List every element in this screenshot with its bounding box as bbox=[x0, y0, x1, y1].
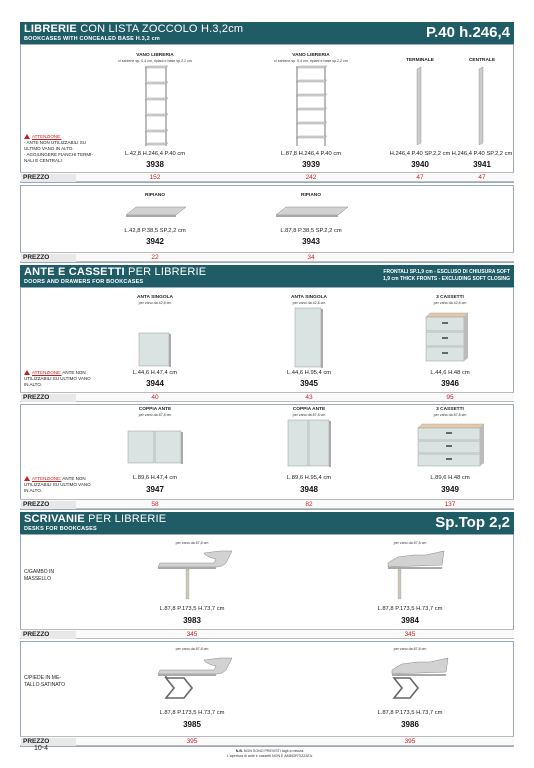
item-3938-code: 3938 bbox=[146, 160, 164, 169]
item-3940-dims: H.246,4 P.40 SP.2,2 cm bbox=[389, 151, 451, 157]
double-door-short-image bbox=[128, 431, 184, 465]
item-3947-code: 3947 bbox=[146, 485, 164, 494]
price-label: PREZZO bbox=[21, 631, 76, 639]
item-3949-dims: L.89,6 H.48 cm bbox=[430, 475, 470, 481]
item-3938-subtitle: c/ schiene sp. 0,4 cm, ripiani e base sp.2,2 cm bbox=[118, 59, 192, 63]
ante-warning-note-2: ATTENZIONE: ANTE NON UTILIZZABILI SU ULTIMO VANO IN ALTO. bbox=[24, 476, 91, 493]
item-3944-title: ANTA SINGOLA bbox=[137, 295, 173, 300]
scrivanie-row1-label: C/GAMBO IN MASSELLO bbox=[24, 569, 55, 582]
item-3941-code: 3941 bbox=[473, 160, 491, 169]
item-3948-dims: L.89,6 H.95,4 cm bbox=[286, 475, 332, 481]
price-3941: 47 bbox=[478, 174, 486, 181]
scrivanie-row2-price-row bbox=[20, 736, 514, 746]
price-3949: 137 bbox=[444, 501, 456, 508]
terminal-panel-image bbox=[415, 67, 425, 145]
ante-row2-price-row bbox=[20, 499, 514, 509]
price-3948: 82 bbox=[305, 501, 313, 508]
item-3984-subtitle: per vano da 87,8 cm bbox=[393, 541, 427, 545]
single-door-tall-image bbox=[295, 308, 323, 368]
item-3984-code: 3984 bbox=[401, 616, 419, 625]
librerie-subtitle: BOOKCASES WITH CONCEALED BASE H.3,2 cm bbox=[24, 36, 160, 42]
item-3984-dims: L.87,8 P.173,5 H.73,7 cm bbox=[377, 606, 443, 612]
item-3949-title: 3 CASSETTI bbox=[436, 407, 464, 412]
price-3983: 345 bbox=[186, 631, 198, 638]
item-3944-code: 3944 bbox=[146, 379, 164, 388]
desk-metal-foot-right-image bbox=[388, 656, 450, 708]
price-3939: 242 bbox=[305, 174, 317, 181]
item-3985-dims: L.87,8 P.173,5 H.73,7 cm bbox=[159, 710, 225, 716]
item-3945-subtitle: per vano da 42,8 cm bbox=[292, 301, 326, 305]
item-3983-dims: L.87,8 P.173,5 H.73,7 cm bbox=[159, 606, 225, 612]
ripiani-price-row bbox=[20, 252, 514, 262]
item-3949-subtitle: per vano da 87,8 cm bbox=[433, 413, 467, 417]
scrivanie-header bbox=[20, 512, 514, 534]
page-number: 10-4 bbox=[34, 745, 49, 752]
item-3947-title: COPPIA ANTE bbox=[138, 407, 172, 412]
item-3939-dims: L.87,8 H.246,4 P.40 cm bbox=[280, 151, 342, 157]
item-3985-code: 3985 bbox=[183, 720, 201, 729]
item-3943-dims: L.87,8 P.38,5 SP.2,2 cm bbox=[280, 228, 342, 234]
price-3946: 95 bbox=[446, 394, 454, 401]
price-label: PREZZO bbox=[21, 254, 76, 262]
item-3947-subtitle: per vano da 87,8 cm bbox=[138, 413, 172, 417]
item-3948-subtitle: per vano da 87,8 cm bbox=[292, 413, 326, 417]
shelf-narrow-image bbox=[126, 205, 186, 217]
item-3942-dims: L.42,8 P.38,5 SP.2,2 cm bbox=[124, 228, 186, 234]
price-3938: 152 bbox=[149, 174, 161, 181]
desk-wood-leg-right-image bbox=[384, 549, 446, 601]
item-3946-code: 3946 bbox=[441, 379, 459, 388]
item-3943-title: RIPIANO bbox=[301, 193, 321, 198]
ante-header bbox=[20, 265, 514, 287]
item-3940-title: TERMINALE bbox=[406, 58, 434, 63]
item-3986-subtitle: per vano da 87,8 cm bbox=[393, 647, 427, 651]
item-3944-subtitle: per vano da 42,8 cm bbox=[138, 301, 172, 305]
footer-note: N.B. NON SONO PREVISTI tagli a misura. L'apertura di ante e cassetti NON È AMMORTIZZATA. bbox=[227, 749, 313, 758]
librerie-depth-height: P.40 h.246,4 bbox=[426, 24, 510, 41]
item-3947-dims: L.89,6 H.47,4 cm bbox=[132, 475, 178, 481]
item-3943-code: 3943 bbox=[302, 237, 320, 246]
price-3947: 58 bbox=[151, 501, 159, 508]
item-3946-dims: L.44,6 H.48 cm bbox=[430, 370, 470, 376]
item-3941-dims: H.246,4 P.40 SP.2,2 cm bbox=[451, 151, 513, 157]
warning-icon bbox=[24, 476, 30, 481]
item-3948-title: COPPIA ANTE bbox=[292, 407, 326, 412]
ante-title: ANTE E CASSETTI PER LIBRERIE bbox=[24, 266, 207, 278]
price-3984: 345 bbox=[404, 631, 416, 638]
item-3946-subtitle: per vano da 42,8 cm bbox=[433, 301, 467, 305]
item-3942-code: 3942 bbox=[146, 237, 164, 246]
price-3985: 395 bbox=[186, 738, 198, 745]
item-3945-title: ANTA SINGOLA bbox=[291, 295, 327, 300]
item-3939-code: 3939 bbox=[302, 160, 320, 169]
price-3940: 47 bbox=[416, 174, 424, 181]
item-3945-code: 3945 bbox=[300, 379, 318, 388]
scrivanie-row1-price-row bbox=[20, 629, 514, 639]
item-3946-title: 3 CASSETTI bbox=[436, 295, 464, 300]
item-3938-dims: L.42,8 H.246,4 P.40 cm bbox=[124, 151, 186, 157]
item-3945-dims: L.44,6 H.95,4 cm bbox=[286, 370, 332, 376]
price-3944: 40 bbox=[151, 394, 159, 401]
item-3985-subtitle: per vano da 87,8 cm bbox=[175, 647, 209, 651]
librerie-price-row bbox=[20, 172, 514, 182]
desk-wood-leg-left-image bbox=[156, 549, 236, 601]
item-3941-title: CENTRALE bbox=[468, 58, 496, 63]
scrivanie-top-thickness: Sp.Top 2,2 bbox=[435, 514, 510, 531]
price-label: PREZZO bbox=[21, 738, 76, 746]
item-3948-code: 3948 bbox=[300, 485, 318, 494]
price-label: PREZZO bbox=[21, 501, 76, 509]
price-3943: 34 bbox=[307, 254, 315, 261]
item-3983-subtitle: per vano da 87,8 cm bbox=[175, 541, 209, 545]
single-door-short-image bbox=[139, 333, 171, 367]
item-3938-title: VANO LIBRERIA bbox=[136, 53, 174, 58]
item-3939-subtitle: c/ schiene sp. 0,4 cm, ripiani e base sp.2,2 cm bbox=[274, 59, 348, 63]
price-3942: 22 bbox=[151, 254, 159, 261]
price-3945: 43 bbox=[305, 394, 313, 401]
item-3944-dims: L.44,6 H.47,4 cm bbox=[132, 370, 178, 376]
scrivanie-subtitle: DESKS FOR BOOKCASES bbox=[24, 526, 97, 532]
desk-metal-foot-left-image bbox=[156, 656, 236, 708]
item-3986-code: 3986 bbox=[401, 720, 419, 729]
ante-row1-price-row bbox=[20, 392, 514, 402]
shelf-wide-image bbox=[276, 205, 348, 217]
item-3940-code: 3940 bbox=[411, 160, 429, 169]
item-3986-dims: L.87,8 P.173,5 H.73,7 cm bbox=[377, 710, 443, 716]
ante-subtitle: DOORS AND DRAWERS FOR BOOKCASES bbox=[24, 279, 144, 285]
three-drawers-narrow-image bbox=[424, 311, 470, 363]
warning-icon bbox=[24, 134, 30, 139]
librerie-warning-note: ATTENZIONE: - ANTE NON UTILIZZABILI SU ULTIMO VANO IN ALTO. - AGGIUNGERE FIANCHI TERMI- NALI E CENTRALI. bbox=[24, 134, 93, 163]
double-door-tall-image bbox=[288, 420, 332, 468]
librerie-title: LIBRERIE CON LISTA ZOCCOLO H.3,2cm bbox=[24, 23, 244, 35]
item-3949-code: 3949 bbox=[441, 485, 459, 494]
price-3986: 395 bbox=[404, 738, 416, 745]
item-3942-title: RIPIANO bbox=[145, 193, 165, 198]
ante-warning-note-1: ATTENZIONE: ANTE NON UTILIZZABILI SU ULTIMO VANO IN ALTO. bbox=[24, 370, 91, 387]
scrivanie-row2-label: C/PIEDE IN ME- TALLO SATINATO bbox=[24, 675, 66, 688]
ante-fronts-note: FRONTALI SP.1,9 cm - ESCLUSO DI CHIUSURA SOFT 1,9 cm THICK FRONTS - EXCLUDING SOFT CLOSING bbox=[383, 269, 510, 282]
three-drawers-wide-image bbox=[416, 422, 486, 468]
bookcase-narrow-image bbox=[143, 66, 169, 146]
bookcase-wide-image bbox=[294, 66, 328, 146]
price-label: PREZZO bbox=[21, 174, 76, 182]
warning-icon bbox=[24, 370, 30, 375]
price-label: PREZZO bbox=[21, 394, 76, 402]
central-panel-image bbox=[477, 67, 487, 145]
scrivanie-title: SCRIVANIE PER LIBRERIE bbox=[24, 513, 167, 525]
librerie-header bbox=[20, 22, 514, 44]
item-3939-title: VANO LIBRERIA bbox=[292, 53, 330, 58]
item-3983-code: 3983 bbox=[183, 616, 201, 625]
